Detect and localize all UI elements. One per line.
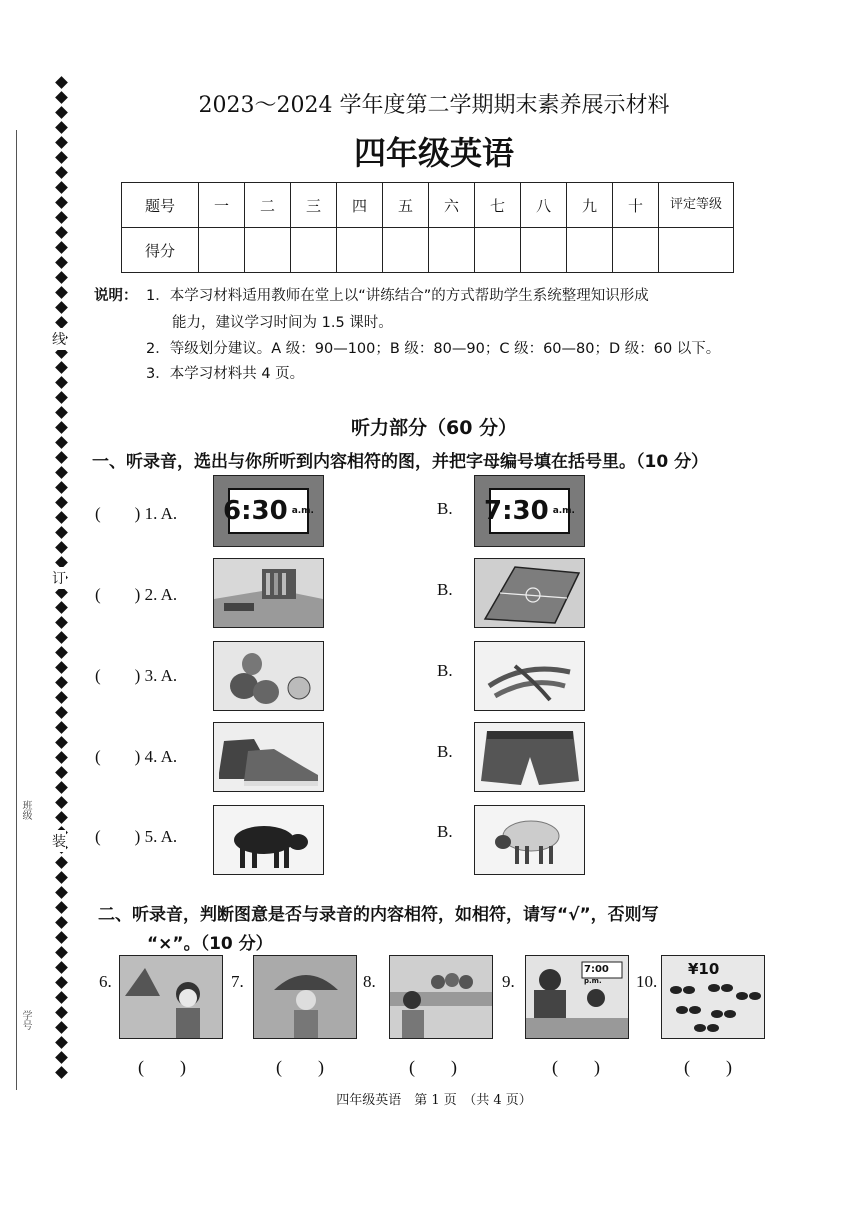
q9-clock-time: 7:00 (584, 964, 609, 975)
q4-option-b-shorts[interactable] (474, 722, 585, 792)
diamond-mark (55, 961, 68, 974)
listening-heading: 听力部分（60 分） (350, 417, 518, 439)
q2-label: ( ) 2. A. (95, 585, 178, 604)
diamond-mark (55, 301, 68, 314)
score-table (121, 182, 734, 273)
binding-margin-line (16, 130, 17, 1090)
cow-icon (214, 806, 323, 874)
score-table-header-cell: 九 (567, 183, 613, 228)
diamond-mark (55, 736, 68, 749)
score-table-score-cell[interactable] (567, 228, 613, 273)
diamond-mark (55, 766, 68, 779)
q2-option-b-label: B. (437, 580, 453, 599)
score-table-score-cell[interactable] (199, 228, 245, 273)
q1-option-b-label: B. (437, 499, 453, 518)
q10-number: 10. (636, 972, 658, 991)
q8-picture-fruit-girl (389, 955, 493, 1039)
score-table-header-cell: 七 (475, 183, 521, 228)
q2-option-a-library[interactable] (213, 558, 324, 628)
diamond-mark (55, 526, 68, 539)
diamond-mark (55, 976, 68, 989)
q7-picture-rain-girl (253, 955, 357, 1039)
clock-ampm-a: a.m. (291, 506, 314, 516)
diamond-mark (55, 781, 68, 794)
diamond-mark (55, 211, 68, 224)
score-table-score-cell[interactable] (521, 228, 567, 273)
diamond-mark (55, 226, 68, 239)
diamond-mark (55, 466, 68, 479)
diamond-mark (55, 676, 68, 689)
score-table-header-cell: 六 (429, 183, 475, 228)
diamond-mark (55, 1021, 68, 1034)
q9-clock-ampm: p.m. (584, 977, 602, 985)
score-table-header-cell: 二 (245, 183, 291, 228)
q3-option-b-label: B. (437, 661, 453, 680)
diamond-mark (55, 271, 68, 284)
diamond-mark (55, 316, 68, 329)
q10-price-tag: ¥10 (688, 960, 720, 978)
diamond-mark (55, 901, 68, 914)
diamond-mark (55, 991, 68, 1004)
diamond-mark (55, 601, 68, 614)
diamond-mark (55, 931, 68, 944)
q5-option-b-label: B. (437, 822, 453, 841)
q4-label: ( ) 4. A. (95, 747, 178, 766)
score-table-score-cell[interactable] (337, 228, 383, 273)
q7-number: 7. (231, 972, 244, 991)
diamond-mark (55, 241, 68, 254)
q9-number: 9. (502, 972, 515, 991)
binding-char-staple: 订 (52, 567, 66, 589)
score-table-score-cell[interactable] (245, 228, 291, 273)
fruit-stand-icon (390, 956, 492, 1038)
diamond-mark (55, 196, 68, 209)
score-table-header-cell: 评定等级 (659, 183, 734, 228)
part2-instructions-line1: 二、听录音，判断图意是否与录音的内容相符，如相符，请写“√”，否则写 (98, 905, 659, 925)
part2-instructions-line2: “×”。（10 分） (147, 934, 273, 954)
clock-icon (484, 488, 575, 534)
diamond-mark (55, 391, 68, 404)
diamond-mark (55, 451, 68, 464)
score-table-score-cell[interactable] (291, 228, 337, 273)
score-table-label: 题号 (122, 183, 199, 228)
q8-number: 8. (363, 972, 376, 991)
diamond-mark (55, 256, 68, 269)
q3-option-b-beans[interactable] (474, 641, 585, 711)
score-table-header-cell: 十 (613, 183, 659, 228)
diamond-mark (55, 1066, 68, 1079)
diamond-mark (55, 181, 68, 194)
q1-option-b-clock[interactable] (474, 475, 585, 547)
diamond-mark (55, 946, 68, 959)
note-3: 3．本学习材料共 4 页。 (146, 366, 305, 382)
green-bean-icon (475, 642, 584, 710)
score-table-header-cell: 八 (521, 183, 567, 228)
diamond-mark (55, 721, 68, 734)
sneaker-icon (214, 723, 323, 791)
q10-picture-sunglasses (661, 955, 765, 1039)
shorts-icon (475, 723, 584, 791)
q1-label: ( ) 1. A. (95, 504, 178, 523)
note-2: 2．等级划分建议。A 级：90—100；B 级：80—90；C 级：60—80；D 级：60 以下。 (146, 341, 721, 357)
diamond-mark (55, 1051, 68, 1064)
score-table-label: 得分 (122, 228, 199, 273)
page-footer: 四年级英语 第 1 页 （共 4 页） (336, 1093, 532, 1108)
basketball-court-icon (475, 559, 584, 627)
clock-time-a: 6:30 (223, 496, 288, 526)
q9-clock-text (584, 964, 628, 986)
girl-hot-weather-icon (120, 956, 222, 1038)
q2-option-b-court[interactable] (474, 558, 585, 628)
q3-option-a-onions[interactable] (213, 641, 324, 711)
score-table-score-cell[interactable] (613, 228, 659, 273)
diamond-mark (55, 916, 68, 929)
notes-label: 说明： (94, 288, 138, 304)
diamond-mark (55, 76, 68, 89)
score-table-score-cell[interactable] (429, 228, 475, 273)
score-table-score-cell[interactable] (383, 228, 429, 273)
umbrella-rain-icon (254, 956, 356, 1038)
q4-option-a-sneakers[interactable] (213, 722, 324, 792)
score-table-score-cell[interactable] (475, 228, 521, 273)
note-1-line1: 1．本学习材料适用教师在堂上以“讲练结合”的方式帮助学生系统整理知识形成 (146, 288, 649, 304)
diamond-mark (55, 361, 68, 374)
diamond-mark (55, 871, 68, 884)
part1-instructions: 一、听录音，选出与你所听到内容相符的图，并把字母编号填在括号里。（10 分） (92, 452, 709, 472)
library-room-icon (214, 559, 323, 627)
diamond-mark (55, 661, 68, 674)
diamond-mark (55, 811, 68, 824)
onion-icon (214, 642, 323, 710)
binding-char-line: 线 (52, 328, 66, 350)
diamond-mark (55, 646, 68, 659)
q4-option-b-label: B. (437, 742, 453, 761)
score-table-score-row (122, 228, 734, 273)
exam-title: 四年级英语 (353, 134, 514, 172)
q5-option-a-cow[interactable] (213, 805, 324, 875)
diamond-mark (55, 286, 68, 299)
q7-answer-blank[interactable]: ( ) (276, 1057, 324, 1077)
diamond-mark (55, 691, 68, 704)
q10-answer-blank[interactable]: ( ) (684, 1057, 732, 1077)
q5-label: ( ) 5. A. (95, 827, 178, 846)
score-table-score-cell[interactable] (659, 228, 734, 273)
diamond-mark (55, 1036, 68, 1049)
diamond-mark (55, 1006, 68, 1019)
diamond-mark (55, 376, 68, 389)
score-table-header-cell: 四 (337, 183, 383, 228)
diamond-mark (55, 496, 68, 509)
diamond-mark (55, 886, 68, 899)
diamond-mark (55, 751, 68, 764)
binding-id-mark: 学号 (20, 1010, 31, 1030)
q5-option-b-sheep[interactable] (474, 805, 585, 875)
clock-time-b: 7:30 (484, 496, 549, 526)
q3-label: ( ) 3. A. (95, 666, 178, 685)
diamond-mark (55, 616, 68, 629)
diamond-mark (55, 481, 68, 494)
score-table-header-row (122, 183, 734, 228)
q6-answer-blank[interactable]: ( ) (138, 1057, 186, 1077)
score-table-header-cell: 三 (291, 183, 337, 228)
note-1-line2: 能力，建议学习时间为 1.5 课时。 (172, 315, 393, 331)
binding-name-mark: 班级 (20, 800, 31, 820)
score-table-header-cell: 五 (383, 183, 429, 228)
diamond-mark (55, 796, 68, 809)
diamond-mark (55, 856, 68, 869)
diamond-mark (55, 511, 68, 524)
binding-char-pack: 装 (52, 830, 66, 852)
score-table-header-cell: 一 (199, 183, 245, 228)
q1-option-a-clock[interactable] (213, 475, 324, 547)
q6-picture-hot-girl (119, 955, 223, 1039)
q9-answer-blank[interactable]: ( ) (552, 1057, 600, 1077)
diamond-mark (55, 541, 68, 554)
sheep-icon (475, 806, 584, 874)
clock-icon (223, 488, 314, 534)
exam-subtitle: 2023～2024 学年度第二学期期末素养展示材料 (198, 93, 670, 118)
q8-answer-blank[interactable]: ( ) (409, 1057, 457, 1077)
clock-ampm-b: a.m. (552, 506, 575, 516)
q9-picture-family (525, 955, 629, 1039)
q6-number: 6. (99, 972, 112, 991)
diamond-mark (55, 706, 68, 719)
diamond-mark (55, 631, 68, 644)
